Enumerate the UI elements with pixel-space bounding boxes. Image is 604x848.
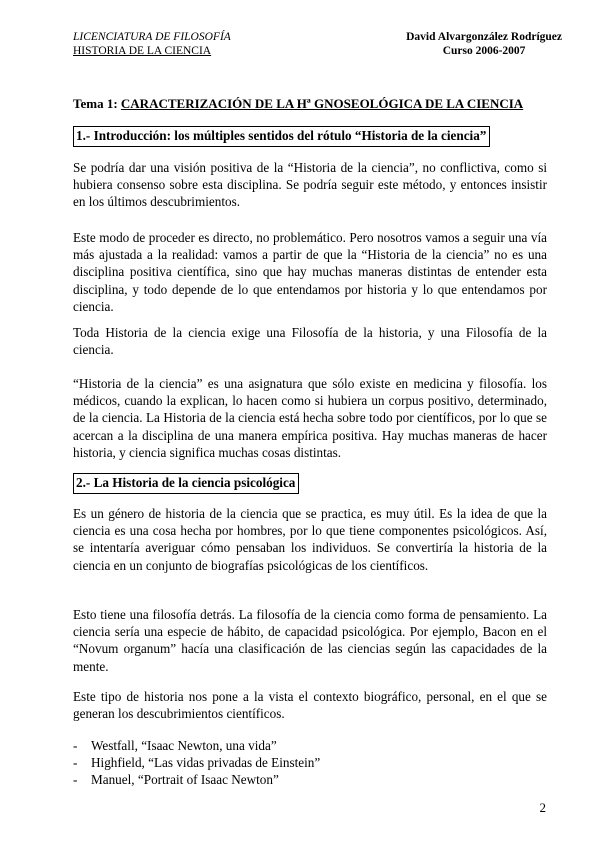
header-degree: LICENCIATURA DE FILOSOFÍA (73, 31, 231, 43)
paragraph: Se podría dar una visión positiva de la “Historia de la ciencia”, no conflictiva, como si hubiera consenso sobre esta disciplina. Se podría seguir este método, y entonces insistir en los últimos descubrimientos. (73, 160, 547, 210)
paragraph: Esto tiene una filosofía detrás. La filosofía de la ciencia como forma de pensamiento. La ciencia sería una especie de hábito, de capacidad psicológica. Por ejemplo, Bacon en el “Novum organum” hacía una clasificación de las ciencias según las capacidades de la mente. (73, 607, 547, 674)
topic-heading: CARACTERIZACIÓN DE LA Hª GNOSEOLÓGICA DE LA CIENCIA (120, 96, 524, 111)
section-1-heading: 1.- Introducción: los múltiples sentidos del rótulo “Historia de la ciencia” (73, 126, 490, 147)
list-item: - Highfield, “Las vidas privadas de Einstein” (73, 754, 320, 771)
paragraph: Toda Historia de la ciencia exige una Filosofía de la historia, y una Filosofía de la ciencia. (73, 325, 547, 358)
header-author: David Alvargonzález Rodríguez (406, 31, 562, 43)
topic-title (73, 96, 523, 112)
paragraph: Es un género de historia de la ciencia que se practica, es muy útil. Es la idea de que la ciencia es una cosa hecha por hombres, por lo que tiene componentes psicológicos. Así, se intentaría averiguar cómo pensaban los individuos. Se convertiría la historia de la ciencia en un conjunto de biografías psicológicas de los científicos. (73, 506, 547, 573)
paragraph: Este tipo de historia nos pone a la vista el contexto biográfico, personal, en el que se generan los descubrimientos científicos. (73, 689, 547, 722)
section-2-heading: 2.- La Historia de la ciencia psicológica (73, 473, 299, 494)
page-number: 2 (539, 800, 546, 815)
list-item: - Manuel, “Portrait of Isaac Newton” (73, 771, 320, 788)
paragraph: Este modo de proceder es directo, no problemático. Pero nosotros vamos a seguir una vía más ajustada a la realidad: vamos a partir de que la “Historia de la ciencia” no es una disciplina positiva científica, sino que hay muchas maneras distintas de entender esta disciplina, y todo depende de lo que entendamos por historia y lo que entendamos por ciencia. (73, 230, 547, 314)
topic-label: Tema 1: (73, 96, 121, 111)
list-item: - Westfall, “Isaac Newton, una vida” (73, 737, 320, 754)
header-course-year: Curso 2006-2007 (442, 45, 526, 57)
header-subject: HISTORIA DE LA CIENCIA (73, 45, 212, 57)
paragraph: “Historia de la ciencia” es una asignatura que sólo existe en medicina y filosofía. los médicos, cuando la explican, lo hacen como si hubiera un corpus positivo, determinado, de la ciencia. La Historia de la ciencia está hecha sobre todo por científicos, por lo que se acercan a la disciplina de una manera empírica positiva. Hay muchas maneras de hacer historia, y ciencia significa muchas cosas distintas. (73, 376, 547, 460)
reference-list (73, 737, 320, 789)
header-author-info (406, 30, 562, 58)
header-course-info (73, 30, 231, 58)
